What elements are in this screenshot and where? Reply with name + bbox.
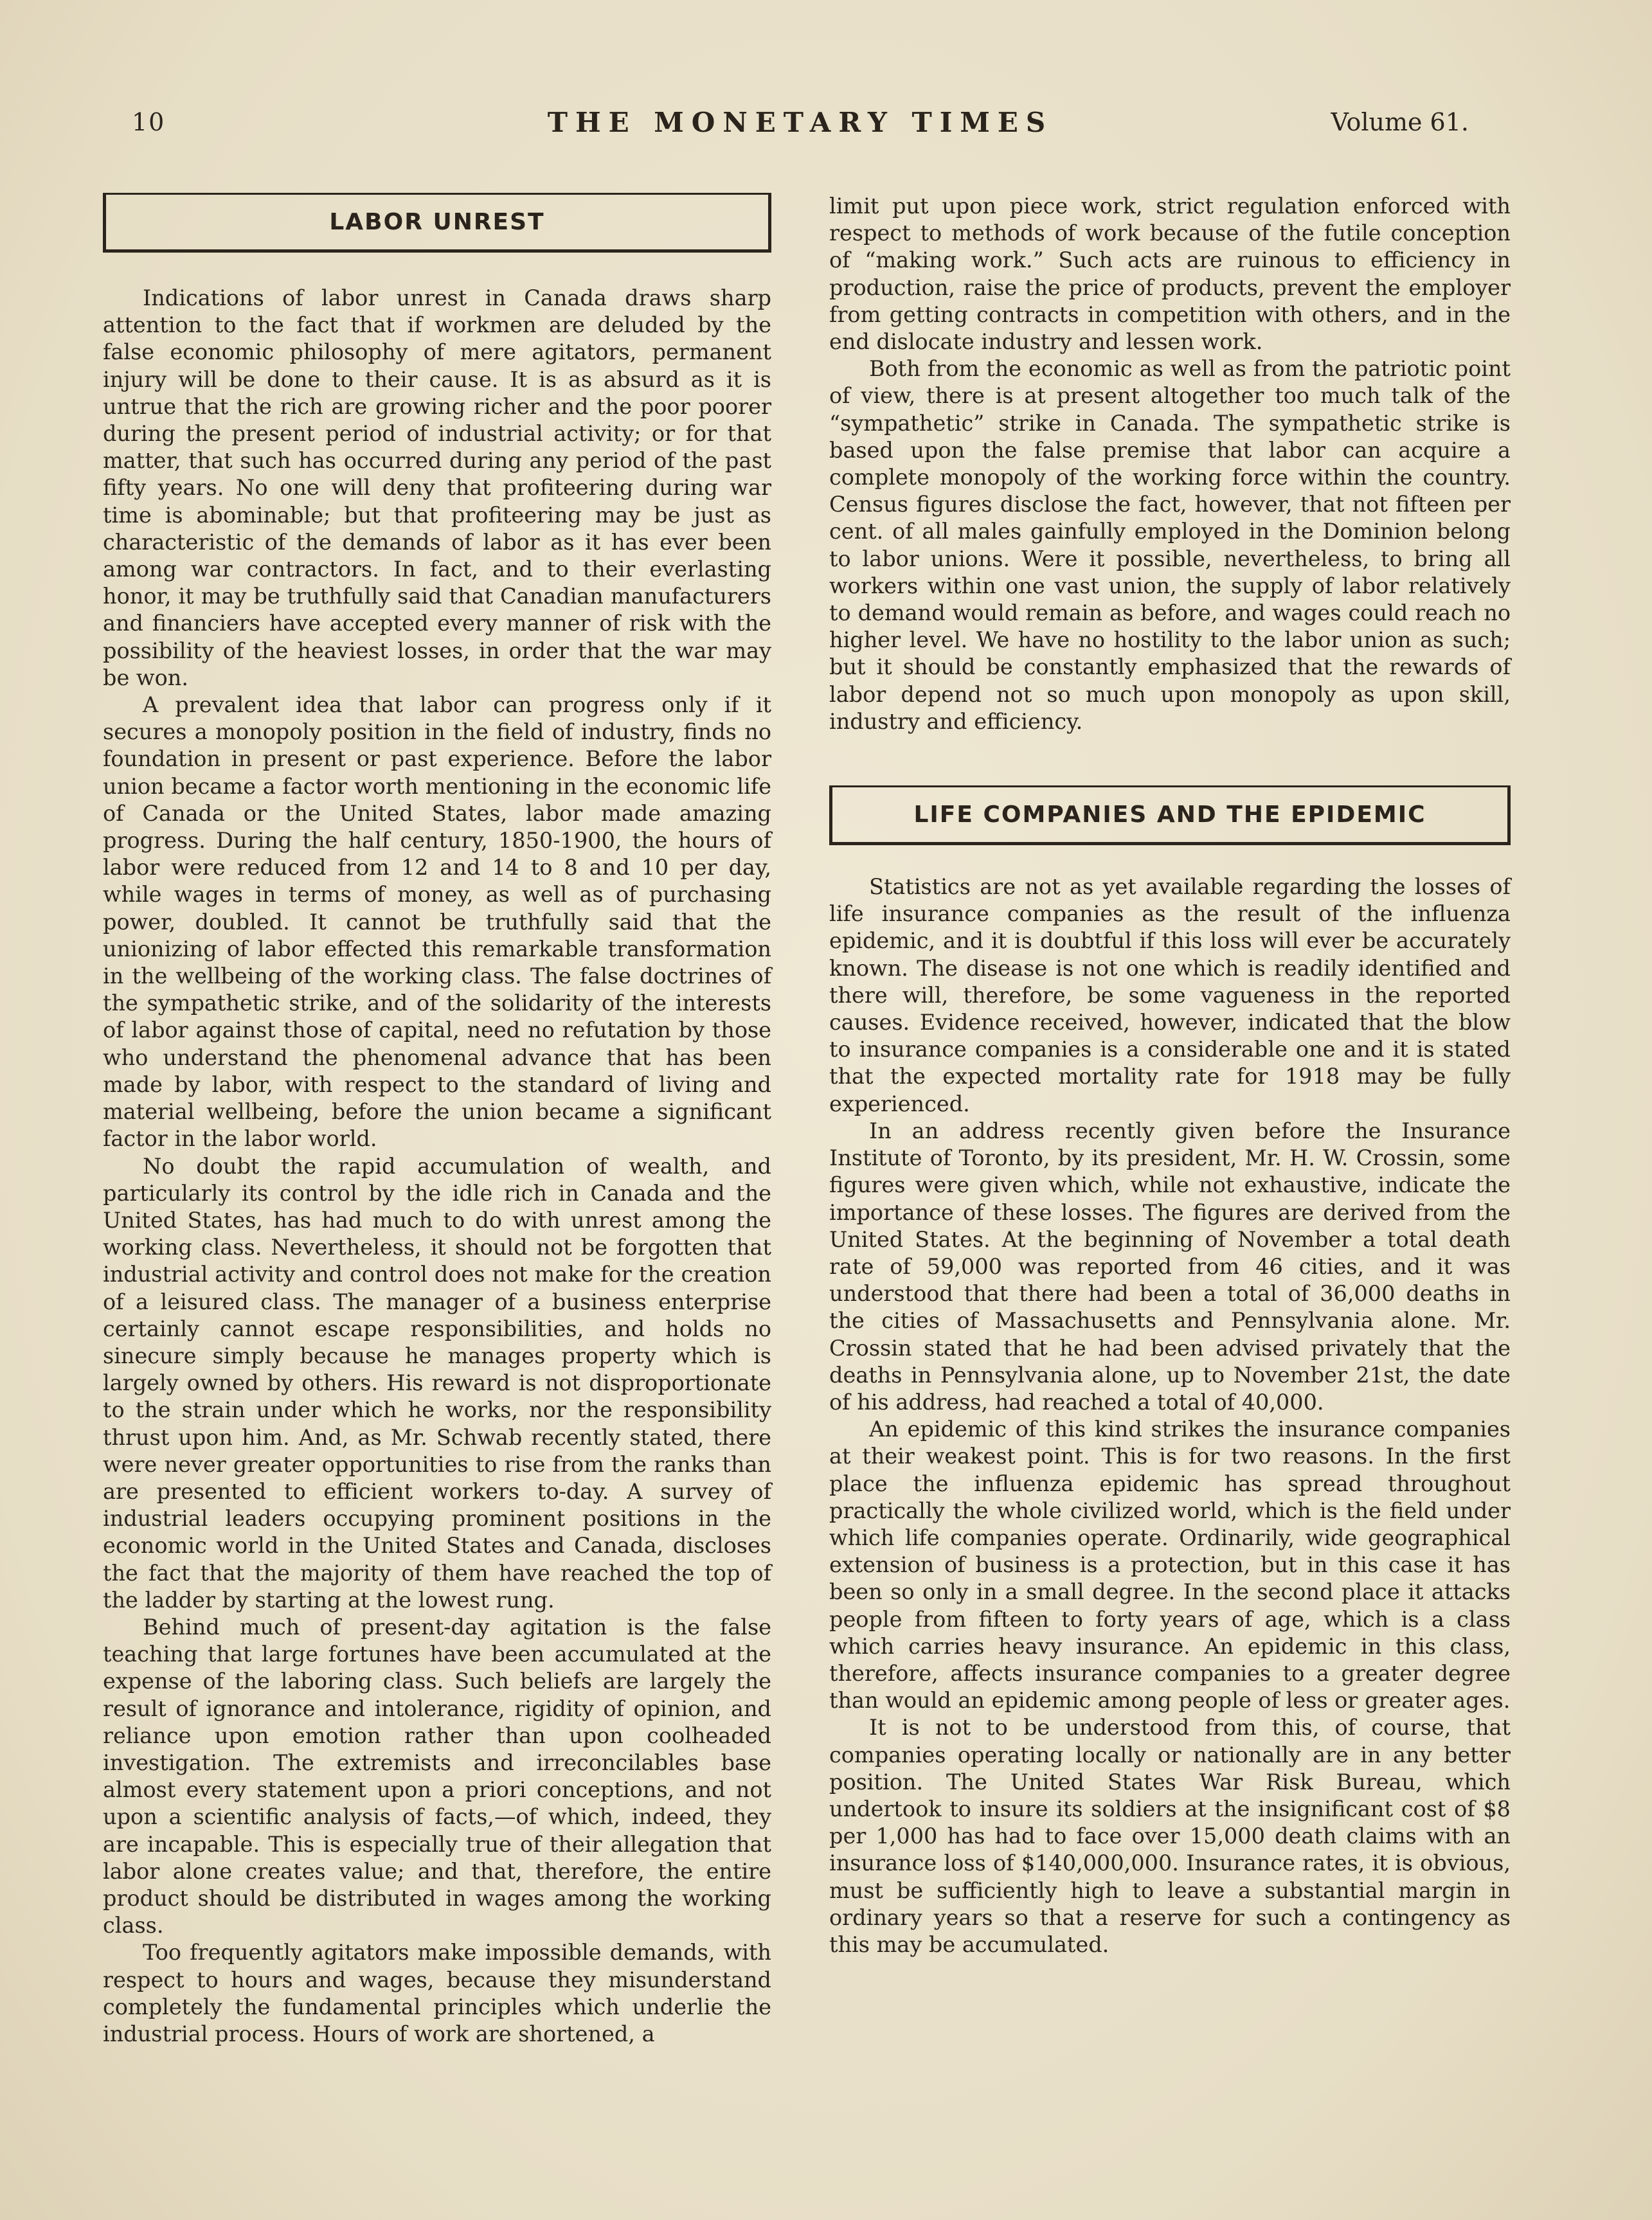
article-paragraph: limit put upon piece work, strict regulation enforced with respect to methods of work because of the futile conception of “making work.” Such acts are ruinous to efficiency in production, raise the price of products, prevent the employer from getting contracts in competition with others, and in the end dislocate industry and lessen work. bbox=[829, 193, 1511, 355]
labor-unrest-heading: LABOR UNREST bbox=[103, 193, 771, 253]
article-paragraph: No doubt the rapid accumulation of wealth, and particularly its control by the idle rich in Canada and the United States, has had much to do with unrest among the working class. Nevertheless, it should not be forgotten that industrial activity and control does not make for the creation of a leisured class. The manager of a business enterprise certainly cannot escape responsibilities, and holds no sinecure simply because he manages property which is largely owned by others. His reward is not disproportionate to the strain under which he works, nor the responsibility thrust upon him. And, as Mr. Schwab recently stated, there were never greater opportunities to rise from the ranks than are presented to efficient workers to-day. A survey of industrial leaders occupying prominent positions in the economic world in the United States and Canada, discloses the fact that the majority of them have reached the top of the ladder by starting at the lowest rung. bbox=[103, 1153, 771, 1613]
article-paragraph: It is not to be understood from this, of course, that companies operating locally or nationally are in any better position. The United States War Risk Bureau, which undertook to insure its soldiers at the insignificant cost of $8 per 1,000 has had to face over 15,000 death claims with an insurance loss of $140,000,000. Insurance rates, it is obvious, must be sufficiently high to leave a substantial margin in ordinary years so that a reserve for such a contingency as this may be accumulated. bbox=[829, 1715, 1511, 1957]
article-paragraph: Too frequently agitators make impossible demands, with respect to hours and wages, because they misunderstand completely the fundamental principles which underlie the industrial process. Hours of work are shortened, a bbox=[103, 1940, 771, 2046]
article-paragraph: An epidemic of this kind strikes the insurance companies at their weakest point. This is for two reasons. In the first place the influenza epidemic has spread throughout practically the whole civilized world, which is the field under which life companies operate. Ordinarily, wide geographical extension of business is a protection, but in this case it has been so only in a small degree. In the second place it attacks people from fifteen to forty years of age, which is a class which carries heavy insurance. An epidemic in this class, therefore, affects insurance companies to a greater degree than would an epidemic among people of less or greater ages. bbox=[829, 1417, 1511, 1714]
page-header bbox=[132, 108, 1469, 147]
article-paragraph: Statistics are not as yet available regarding the losses of life insurance companies as the result of the influenza epidemic, and it is doubtful if this loss will ever be accurately known. The disease is not one which is readily identified and there will, therefore, be some vagueness in the reported causes. Evidence received, however, indicated that the blow to insurance companies is a considerable one and it is stated that the expected mortality rate for 1918 may be fully experienced. bbox=[829, 874, 1511, 1116]
right-column bbox=[829, 193, 1511, 1958]
volume-label: Volume 61. bbox=[1331, 108, 1469, 136]
article-paragraph: Behind much of present-day agitation is the false teaching that large fortunes have been accumulated at the expense of the laboring class. Such beliefs are largely the result of ignorance and intolerance, rigidity of opinion, and reliance upon emotion rather than upon coolheaded investigation. The extremists and irreconcilables base almost every statement upon a priori conceptions, and not upon a scientific analysis of facts,—of which, indeed, they are incapable. This is especially true of their allegation that labor alone creates value; and that, therefore, the entire product should be distributed in wages among the working class. bbox=[103, 1614, 771, 1938]
life-companies-heading: LIFE COMPANIES AND THE EPIDEMIC bbox=[829, 785, 1511, 845]
left-column bbox=[103, 193, 771, 2048]
page-number: 10 bbox=[132, 108, 166, 136]
article-paragraph: A prevalent idea that labor can progress only if it secures a monopoly position in the field of industry, finds no foundation in present or past experience. Before the labor union became a factor worth mentioning in the economic life of Canada or the United States, labor made amazing progress. During the half century, 1850-1900, the hours of labor were reduced from 12 and 14 to 8 and 10 per day, while wages in terms of money, as well as of purchasing power, doubled. It cannot be truthfully said that the unionizing of labor effected this remarkable transformation in the wellbeing of the working class. The false doctrines of the sympathetic strike, and of the solidarity of the interests of labor against those of capital, need no refutation by those who understand the phenomenal advance that has been made by labor, with respect to the standard of living and material wellbeing, before the union became a significant factor in the labor world. bbox=[103, 692, 771, 1152]
publication-title: THE MONETARY TIMES bbox=[547, 107, 1054, 138]
article-paragraph: Both from the economic as well as from the patriotic point of view, there is at present altogether too much talk of the “sympathetic” strike in Canada. The sympathetic strike is based upon the false premise that labor can acquire a complete monopoly of the working force within the country. Census figures disclose the fact, however, that not fifteen per cent. of all males gainfully employed in the Dominion belong to labor unions. Were it possible, nevertheless, to bring all workers within one vast union, the supply of labor relatively to demand would remain as before, and wages could reach no higher level. We have no hostility to the labor union as such; but it should be constantly emphasized that the rewards of labor depend not so much upon monopoly as upon skill, industry and efficiency. bbox=[829, 356, 1511, 734]
article-paragraph: Indications of labor unrest in Canada draws sharp attention to the fact that if workmen are deluded by the false economic philosophy of mere agitators, permanent injury will be done to their cause. It is as absurd as it is untrue that the rich are growing richer and the poor poorer during the present period of industrial activity; or for that matter, that such has occurred during any period of the past fifty years. No one will deny that profiteering during war time is abominable; but that profiteering may be just as characteristic of the demands of labor as it has ever been among war contractors. In fact, and to their everlasting honor, it may be truthfully said that Canadian manufacturers and financiers have accepted every manner of risk with the possibility of the heaviest losses, in order that the war may be won. bbox=[103, 285, 771, 690]
article-paragraph: In an address recently given before the Insurance Institute of Toronto, by its president, Mr. H. W. Crossin, some figures were given which, while not exhaustive, indicate the importance of these losses. The figures are derived from the United States. At the beginning of November a total death rate of 59,000 was reported from 46 cities, and it was understood that there had been a total of 36,000 deaths in the cities of Massachusetts and Pennsylvania alone. Mr. Crossin stated that he had been advised privately that the deaths in Pennsylvania alone, up to November 21st, the date of his address, had reached a total of 40,000. bbox=[829, 1118, 1511, 1415]
